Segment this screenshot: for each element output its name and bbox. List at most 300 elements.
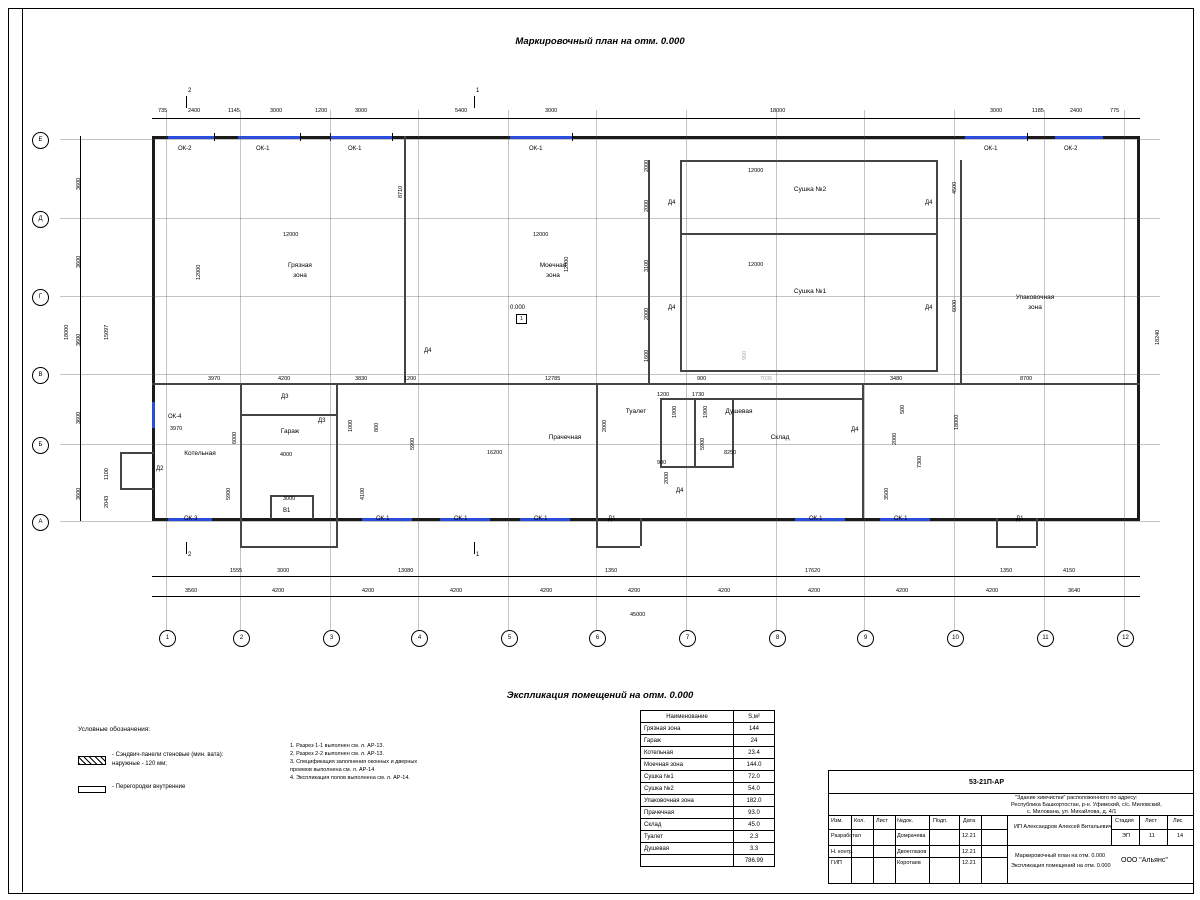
axis-bubble-8: 8 xyxy=(769,630,786,647)
cell-name: Гараж xyxy=(641,735,734,747)
legend-swatch-partition xyxy=(78,786,106,793)
dim-bottom-total: 45000 xyxy=(630,612,646,618)
table-row xyxy=(641,771,775,783)
dim-top-2: 2400 xyxy=(188,108,201,114)
grid-line-D xyxy=(60,218,1160,219)
dim-inner-1600: 1600 xyxy=(644,349,650,362)
cell-name: Сушка №1 xyxy=(641,771,734,783)
wall-internal-v-3 xyxy=(680,160,682,370)
label-d1-1: Д1 xyxy=(608,516,616,522)
dim-top-7: 5400 xyxy=(455,108,468,114)
wall-internal-v-4 xyxy=(936,160,938,370)
stamp-sheet-title-2: Экспликация помещений на отм. 0.000 xyxy=(1011,863,1111,869)
axis-bubble-E: Е xyxy=(32,132,49,149)
axis-bubble-9: 9 xyxy=(857,630,874,647)
stamp-rule xyxy=(1007,845,1193,846)
dim-right-3: 7300 xyxy=(917,455,923,468)
dim-inner-3500: 3500 xyxy=(884,487,890,500)
label-ok1-i: ОК-1 xyxy=(894,516,908,522)
drawing-frame-left-margin xyxy=(8,8,23,892)
table-row xyxy=(641,747,775,759)
label-d4-6: Д4 xyxy=(851,427,859,433)
dim-inner-6000-b: 6000 xyxy=(232,431,238,444)
cell-area: 45.0 xyxy=(734,819,775,831)
dim-inner-12000-e: 12000 xyxy=(196,264,202,280)
dim-inner-1000: 1000 xyxy=(348,419,354,432)
cell-area: 144.0 xyxy=(734,759,775,771)
label-d4-4: Д4 xyxy=(925,305,933,311)
cell-area: 2.3 xyxy=(734,831,775,843)
dim-line-bottom-2 xyxy=(152,576,1140,577)
dim-bottom-1: 3560 xyxy=(185,588,198,594)
dim-left2-2: 2043 xyxy=(104,495,110,508)
cell-total-area: 786.99 xyxy=(734,855,775,867)
dim-bottom-6: 4200 xyxy=(628,588,641,594)
stamp-date-3: 12.21 xyxy=(962,860,976,866)
dim-inner-1900-a: 1900 xyxy=(672,405,678,418)
stamp-name-2: Двоеглазов xyxy=(897,849,927,855)
stamp-col-izm: Изм. xyxy=(831,818,843,824)
dim-inner-2000-b: 2000 xyxy=(644,199,650,212)
cell-area: 3.3 xyxy=(734,843,775,855)
axis-bubble-D: Д xyxy=(32,211,49,228)
explication-title: Экспликация помещений на отм. 0.000 xyxy=(506,690,694,701)
notes-block xyxy=(290,742,417,782)
legend-swatch-sandwich-panel xyxy=(78,756,106,765)
dim-inner-3100: 3100 xyxy=(644,259,650,272)
dim-inner-1200: 1200 xyxy=(404,376,417,382)
axis-bubble-2: 2 xyxy=(233,630,250,647)
wall-internal-h-8 xyxy=(734,398,862,400)
label-d4-5: Д4 xyxy=(424,348,432,354)
stamp-name-1: Домрачева xyxy=(897,833,926,839)
wall-internal-h-6 xyxy=(660,398,734,400)
axis-bubble-5: 5 xyxy=(501,630,518,647)
cell-area: 182.0 xyxy=(734,795,775,807)
room-label-shower: Душевая xyxy=(725,408,753,415)
dim-inner-4000: 4000 xyxy=(280,452,293,458)
dim-inner-5900-c: 5900 xyxy=(226,487,232,500)
cell-name: Туалет xyxy=(641,831,734,843)
label-d4-1: Д4 xyxy=(668,200,676,206)
axis-bubble-12: 12 xyxy=(1117,630,1134,647)
axis-bubble-B: Б xyxy=(32,437,49,454)
wall-internal-v-10 xyxy=(694,398,696,468)
dim-right-1: 18240 xyxy=(1155,329,1161,345)
axis-bubble-1: 1 xyxy=(159,630,176,647)
label-ok1-e: ОК-1 xyxy=(376,516,390,522)
section-mark-2-top: 2 xyxy=(188,88,192,94)
dim-inner-6000: 6000 xyxy=(952,299,958,312)
dim-inner-12000-c: 12000 xyxy=(748,168,764,174)
dim-left-total: 18000 xyxy=(64,324,70,340)
section-mark-2-bottom: 2 xyxy=(188,552,192,558)
dim-inner-900-c: 900 xyxy=(742,350,748,360)
note-1: 1. Разрез 1-1 выполнен см. л. АР-13. xyxy=(290,743,384,749)
dim-top-5: 1200 xyxy=(315,108,328,114)
axis-bubble-3: 3 xyxy=(323,630,340,647)
dim-left-2: 3600 xyxy=(76,255,82,268)
stamp-rule xyxy=(1167,815,1168,845)
dim-inner-12000-d: 12000 xyxy=(748,262,764,268)
section-line xyxy=(186,542,187,554)
axis-bubble-10: 10 xyxy=(947,630,964,647)
axis-bubble-7: 7 xyxy=(679,630,696,647)
table-row xyxy=(641,843,775,855)
dim-inner-8250: 8250 xyxy=(724,450,737,456)
grid-line-2 xyxy=(240,110,241,630)
dim-inner-4500: 4500 xyxy=(952,181,958,194)
legend-title: Условные обозначения: xyxy=(78,726,151,733)
col-name: Наименование xyxy=(641,711,734,723)
dim-inner-2000-e: 2000 xyxy=(664,471,670,484)
room-label-laundry: Прачечная xyxy=(548,434,582,441)
dim-inner-3480: 3480 xyxy=(890,376,903,382)
stamp-col-ndok: №док. xyxy=(897,818,914,824)
explication-table xyxy=(640,710,775,867)
room-label-toilet: Туалет xyxy=(625,408,647,415)
label-ok1-f: ОК-1 xyxy=(454,516,468,522)
dim-line-left xyxy=(80,136,81,521)
dim-inner-1900-b: 1900 xyxy=(703,405,709,418)
title-block xyxy=(828,770,1194,884)
cell-name xyxy=(641,855,734,867)
label-d1-2: Д1 xyxy=(1016,516,1024,522)
label-ok2-b: ОК-2 xyxy=(1064,146,1078,152)
stamp-rule xyxy=(829,793,1193,794)
stamp-name-3: Коротаев xyxy=(897,860,921,866)
axis-bubble-A: А xyxy=(32,514,49,531)
wall-internal-v-13 xyxy=(120,452,122,490)
stamp-list-hdr: Лист xyxy=(1145,818,1157,824)
room-label-wash-zone-2: зона xyxy=(546,272,560,279)
dim-inner-4200: 4200 xyxy=(278,376,291,382)
stamp-col-kol: Кол. xyxy=(854,818,865,824)
grid-line-B xyxy=(60,444,1160,445)
stamp-rule xyxy=(1111,829,1193,830)
cell-name: Сушка №2 xyxy=(641,783,734,795)
axis-bubble-11: 11 xyxy=(1037,630,1054,647)
stamp-col-data: Дата xyxy=(963,818,976,824)
dim-inner-12000-f: 12000 xyxy=(564,256,570,272)
label-ok4: ОК-4 xyxy=(168,414,182,420)
stamp-lists-hdr: Лис xyxy=(1173,818,1183,824)
axis-bubble-6: 6 xyxy=(589,630,606,647)
cell-name: Склад xyxy=(641,819,734,831)
dim-inner-8700: 8700 xyxy=(1020,376,1033,382)
dim-bottom2-6: 1350 xyxy=(1000,568,1013,574)
stamp-rule xyxy=(959,815,960,883)
cell-area: 23.4 xyxy=(734,747,775,759)
stamp-rule xyxy=(1139,815,1140,845)
col-area: S,м² xyxy=(734,711,775,723)
legend-item-partition: - Перегородки внутренние xyxy=(112,784,186,790)
dim-inner-2000-d: 2000 xyxy=(602,419,608,432)
stamp-stage-val: ЭП xyxy=(1122,833,1130,839)
dim-top-9: 18000 xyxy=(770,108,786,114)
table-row xyxy=(641,807,775,819)
room-label-dirty-zone-2: зона xyxy=(293,272,307,279)
stamp-date-1: 12.21 xyxy=(962,833,976,839)
grid-line-V xyxy=(60,374,1160,375)
cell-name: Грязная зона xyxy=(641,723,734,735)
wall-internal-v-1 xyxy=(404,136,406,384)
dim-line-top xyxy=(152,118,1140,119)
table-row xyxy=(641,795,775,807)
door-leaf-d1-2b xyxy=(996,546,1036,548)
label-b1: В1 xyxy=(283,508,291,514)
dim-inner-12000-a: 12000 xyxy=(283,232,299,238)
cell-area: 24 xyxy=(734,735,775,747)
cell-area: 144 xyxy=(734,723,775,735)
dim-left-5: 3600 xyxy=(76,487,82,500)
label-d2: Д2 xyxy=(156,466,164,472)
stamp-object-3: с. Милована, ул. Михайлова, д. 4/1 xyxy=(1027,809,1117,815)
dim-inner-5900-b: 5900 xyxy=(700,437,706,450)
dim-inner-7035: 7035 xyxy=(760,376,773,382)
dim-bottom-11: 3640 xyxy=(1068,588,1081,594)
wall-internal-v-15 xyxy=(336,518,338,548)
dim-bottom-8: 4200 xyxy=(808,588,821,594)
table-row xyxy=(641,759,775,771)
dim-bottom-3: 4200 xyxy=(362,588,375,594)
dim-inner-3970-b: 3970 xyxy=(170,426,183,432)
stamp-customer: ИП Александров Алексей Витальевич xyxy=(1014,824,1112,830)
dim-inner-4100: 4100 xyxy=(360,487,366,500)
dim-bottom2-5: 17620 xyxy=(805,568,821,574)
stamp-rule xyxy=(1111,815,1112,845)
wall-internal-h-2 xyxy=(680,160,938,162)
wall-left xyxy=(152,136,155,521)
stamp-object-2: Республика Башкортостан, р-н. Уфимский, с/с. Миловский, xyxy=(1011,802,1162,808)
room-label-boiler: Котельная xyxy=(184,450,216,457)
dim-top-8: 3000 xyxy=(545,108,558,114)
dim-inner-800: 800 xyxy=(374,422,380,432)
dim-top-3: 1145 xyxy=(228,108,240,114)
note-2: 2. Разрез 2-2 выполнен см. л. АР-13. xyxy=(290,751,384,757)
stamp-role-2: Н. контр. xyxy=(831,849,854,855)
wall-internal-v-16 xyxy=(270,495,272,519)
dim-bottom-4: 4200 xyxy=(450,588,463,594)
dim-inner-1200-b: 1200 xyxy=(657,392,670,398)
wall-internal-v-5 xyxy=(960,160,962,384)
wall-internal-h-10 xyxy=(120,488,154,490)
wall-internal-v-7 xyxy=(336,385,338,518)
dim-top-4: 3000 xyxy=(270,108,283,114)
dim-left2-1: 15097 xyxy=(104,324,110,340)
dim-inner-900-b: 900 xyxy=(657,460,667,466)
dim-right-2: 18000 xyxy=(954,414,960,430)
section-line xyxy=(186,96,187,108)
dim-top-13: 775 xyxy=(1110,108,1120,114)
cell-area: 54.0 xyxy=(734,783,775,795)
stamp-rule xyxy=(1007,815,1008,883)
dim-inner-1730: 1730 xyxy=(692,392,705,398)
note-4: проемов выполнена см. л. АР-14 xyxy=(290,767,375,773)
dim-inner-16200: 16200 xyxy=(487,450,503,456)
dim-inner-900-a: 900 xyxy=(697,376,707,382)
label-d4-2: Д4 xyxy=(925,200,933,206)
dim-left2-3: 1100 xyxy=(104,468,110,480)
table-row-total xyxy=(641,855,775,867)
door-leaf-d1-2 xyxy=(996,518,998,546)
dim-bottom-5: 4200 xyxy=(540,588,553,594)
stamp-object-1: "Здание химчистки" расположенного по адресу: xyxy=(1015,795,1138,801)
cell-name: Упаковочная зона xyxy=(641,795,734,807)
dim-inner-500: 500 xyxy=(900,404,906,414)
wall-internal-h-5 xyxy=(240,414,336,416)
dim-bottom2-7: 4150 xyxy=(1063,568,1076,574)
dim-inner-3000: 3000 xyxy=(283,496,296,502)
cell-area: 72.0 xyxy=(734,771,775,783)
legend-item-sandwich-panel-2: наружные - 120 мм; xyxy=(112,761,167,767)
label-ok1-h: ОК-1 xyxy=(809,516,823,522)
stamp-company: ООО "Альянс" xyxy=(1121,857,1168,864)
dim-top-10: 3000 xyxy=(990,108,1003,114)
stamp-role-1: Разработал xyxy=(831,833,861,839)
section-line xyxy=(474,96,475,108)
cell-name: Моечная зона xyxy=(641,759,734,771)
dim-inner-12785: 12785 xyxy=(545,376,561,382)
label-ok1-d: ОК-1 xyxy=(984,146,998,152)
stamp-rule xyxy=(895,815,896,883)
label-d4-3: Д4 xyxy=(668,305,676,311)
dim-inner-8710: 8710 xyxy=(398,185,404,198)
level-mark-text: 0.000 xyxy=(510,305,526,311)
dim-bottom2-2: 3000 xyxy=(277,568,290,574)
dim-bottom2-4: 1350 xyxy=(605,568,618,574)
stamp-rule xyxy=(929,815,930,883)
dim-bottom2-1: 1555 xyxy=(230,568,243,574)
cell-name: Прачечная xyxy=(641,807,734,819)
door-leaf-d1-2c xyxy=(1036,518,1038,546)
cell-name: Душевая xyxy=(641,843,734,855)
label-d4-7: Д4 xyxy=(676,488,684,494)
wall-internal-h-11 xyxy=(240,546,338,548)
dim-bottom-10: 4200 xyxy=(986,588,999,594)
grid-line-1 xyxy=(166,110,167,630)
dim-top-11: 1185 xyxy=(1032,108,1044,114)
label-d3-2: Д3 xyxy=(318,418,326,424)
grid-line-6 xyxy=(596,110,597,630)
legend-item-sandwich-panel: - Сэндвич-панели стеновые (мин. вата): xyxy=(112,752,224,758)
room-label-store: Склад xyxy=(770,434,790,441)
axis-bubble-V: В xyxy=(32,367,49,384)
axis-bubble-4: 4 xyxy=(411,630,428,647)
label-ok1-g: ОК-1 xyxy=(534,516,548,522)
wall-internal-v-17 xyxy=(312,495,314,519)
grid-line-E xyxy=(60,139,1160,140)
dim-inner-5900-a: 5900 xyxy=(410,437,416,450)
label-ok1-a: ОК-1 xyxy=(256,146,270,152)
grid-line-3 xyxy=(330,110,331,630)
dim-bottom-2: 4200 xyxy=(272,588,285,594)
grid-line-12 xyxy=(1124,110,1125,630)
dim-inner-2000-c: 2000 xyxy=(644,307,650,320)
grid-line-7 xyxy=(686,110,687,630)
stamp-stage-hdr: Стадия xyxy=(1115,818,1134,824)
dim-bottom-7: 4200 xyxy=(718,588,731,594)
window-ok4 xyxy=(152,402,155,428)
dim-top-1: 735 xyxy=(158,108,168,114)
table-row xyxy=(641,819,775,831)
room-label-packing-zone-2: зона xyxy=(1028,304,1042,311)
axis-bubble-G: Г xyxy=(32,289,49,306)
table-row xyxy=(641,735,775,747)
stamp-sheet-title-1: Маркировочный план на отм. 0.000 xyxy=(1015,853,1106,859)
wall-right xyxy=(1137,136,1140,521)
table-row xyxy=(641,783,775,795)
label-ok2-a: ОК-2 xyxy=(178,146,192,152)
stamp-lists-val: 14 xyxy=(1177,833,1184,839)
dim-inner-12000-b: 12000 xyxy=(533,232,549,238)
section-line xyxy=(474,542,475,554)
label-ok1-b: ОК-1 xyxy=(348,146,362,152)
room-label-garage: Гараж xyxy=(280,428,300,435)
door-leaf-d1-1c xyxy=(640,518,642,546)
dim-inner-2000-a: 2000 xyxy=(644,159,650,172)
section-mark-1-top: 1 xyxy=(476,88,480,94)
dim-top-6: 3000 xyxy=(355,108,368,114)
room-label-wash-zone: Моечная xyxy=(539,262,567,269)
label-ok3: ОК-3 xyxy=(184,516,198,522)
dim-bottom2-3: 13080 xyxy=(398,568,414,574)
wall-internal-h-1 xyxy=(152,383,1140,385)
dim-left-4: 3600 xyxy=(76,411,82,424)
table-row xyxy=(641,723,775,735)
cell-area: 93.0 xyxy=(734,807,775,819)
stamp-col-podp: Подп. xyxy=(933,818,948,824)
dim-top-12: 2400 xyxy=(1070,108,1083,114)
note-5: 4. Экспликация полов выполнена см. л. АР-14. xyxy=(290,775,410,781)
dim-line-bottom xyxy=(152,596,1140,597)
page-title: Маркировочный план на отм. 0.000 xyxy=(515,36,685,47)
room-label-dryer-1: Сушка №1 xyxy=(793,288,827,295)
room-label-dryer-2: Сушка №2 xyxy=(793,186,827,193)
stamp-list-val: 11 xyxy=(1149,833,1155,839)
stamp-date-2: 12.21 xyxy=(962,849,976,855)
room-label-packing-zone: Упаковочная xyxy=(1015,294,1055,301)
cell-name: Котельная xyxy=(641,747,734,759)
wall-internal-h-4 xyxy=(680,370,938,372)
grid-line-5 xyxy=(508,110,509,630)
dim-inner-2000-f: 2000 xyxy=(892,432,898,445)
room-label-dirty-zone: Грязная xyxy=(288,262,312,269)
grid-line-4 xyxy=(418,110,419,630)
stamp-col-list: Лист xyxy=(876,818,888,824)
section-mark-1-bottom: 1 xyxy=(476,552,480,558)
wall-internal-h-3 xyxy=(680,233,938,235)
grid-line-11 xyxy=(1044,110,1045,630)
dim-left-3: 3600 xyxy=(76,333,82,346)
label-d3-1: Д3 xyxy=(281,394,289,400)
stamp-role-3: ГИП xyxy=(831,860,842,866)
note-3: 3. Спецификация заполнения оконных и дверных xyxy=(290,759,418,765)
stamp-rule xyxy=(873,815,874,883)
wall-internal-h-9 xyxy=(120,452,154,454)
door-leaf-d1-1b xyxy=(596,546,640,548)
level-mark-box: 1 xyxy=(516,314,527,324)
dim-inner-3830: 3830 xyxy=(355,376,368,382)
dim-left-1: 3600 xyxy=(76,177,82,190)
label-ok1-c: ОК-1 xyxy=(529,146,543,152)
stamp-code: 53-21П-АР xyxy=(969,779,1004,786)
table-row xyxy=(641,831,775,843)
dim-inner-3970: 3970 xyxy=(208,376,221,382)
dim-bottom-9: 4200 xyxy=(896,588,909,594)
stamp-rule xyxy=(981,815,982,883)
table-header-row xyxy=(641,711,775,723)
